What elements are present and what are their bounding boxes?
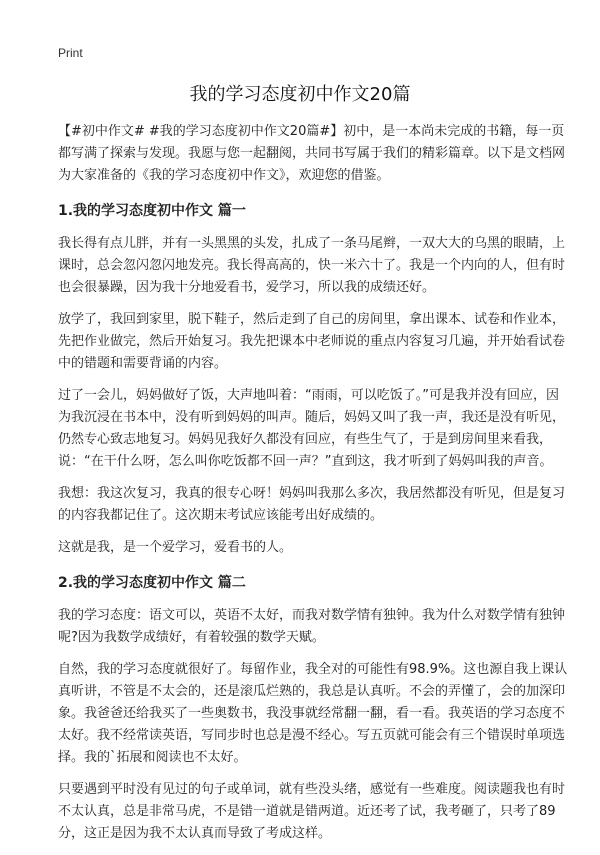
paragraph: 我想：我这次复习，我真的很专心呀！妈妈叫我那么多次，我居然都没有听见，但是复习的内容我都记住了。这次期末考试应该能考出好成绩的。 [58, 486, 566, 523]
paragraph: 我长得有点儿胖，并有一头黑黑的头发，扎成了一条马尾辫，一双大大的乌黑的眼睛，上课时，总会忽闪忽闪地发亮。我长得高高的，快一米六十了。我是一个内向的人，但有时也会很暴躁，因为我十分地爱看书，爱学习，所以我的成绩还好。 [58, 236, 566, 295]
section-heading-1: 1.我的学习态度初中作文 篇一 [58, 203, 246, 219]
paragraph: 只要遇到平时没有见过的句子或单词，就有些没头绪，感觉有一些难度。阅读题我也有时不太认真，总是非常马虎，不是错一道就是错两道。近还考了试，我考砸了，只考了89分，这正是因为我不太认真而导致了考成这样。 [58, 782, 566, 841]
intro-paragraph: 【#初中作文# #我的学习态度初中作文20篇#】初中，是一本尚未完成的书籍，每一页都写满了探索与发现。我愿与您一起翻阅，共同书写属于我们的精彩篇章。以下是文档网为大家准备的《我的学习态度初中作文》，欢迎您的借鉴。 [58, 124, 566, 183]
section-heading-2: 2.我的学习态度初中作文 篇二 [58, 575, 246, 591]
paragraph: 这就是我，是一个爱学习，爱看书的人。 [58, 540, 293, 555]
print-link[interactable]: Print [58, 46, 83, 60]
page-title: 我的学习态度初中作文20篇 [189, 84, 411, 105]
paragraph: 我的学习态度：语文可以，英语不太好，而我对数学情有独钟。我为什么对数学情有独钟呢?因为我数学成绩好，有着较强的数学天赋。 [58, 608, 566, 645]
paragraph: 自然，我的学习态度就很好了。每留作业，我全对的可能性有98.9%。这也源自我上课认真听讲，不管是不太会的，还是滚瓜烂熟的，我总是认真听。不会的弄懂了，会的加深印象。我爸爸还给我买了一些奥数书，我没事就经常翻一翻，看一看。我英语的学习态度不太好。我不经常读英语，写同步时也总是漫不经心。写五页就可能会有三个错误时单项选择。我的`拓展和阅读也不太好。 [58, 662, 568, 765]
article-body [58, 121, 568, 855]
paragraph: 放学了，我回到家里，脱下鞋子，然后走到了自己的房间里，拿出课本、试卷和作业本，先把作业做完，然后开始复习。我先把课本中老师说的重点内容复习几遍，并开始看试卷中的错题和需要背诵的内容。 [58, 312, 566, 371]
paragraph: 过了一会儿，妈妈做好了饭，大声地叫着：“雨雨，可以吃饭了。”可是我并没有回应，因为我沉浸在书本中，没有听到妈妈的叫声。随后，妈妈又叫了我一声，我还是没有听见，仍然专心致志地复习。妈妈见我好久都没有回应，有些生气了，于是到房间里来看我，说：“在干什么呀，怎么叫你吃饭都不回一声？”直到这，我才听到了妈妈叫我的声音。 [58, 388, 566, 469]
